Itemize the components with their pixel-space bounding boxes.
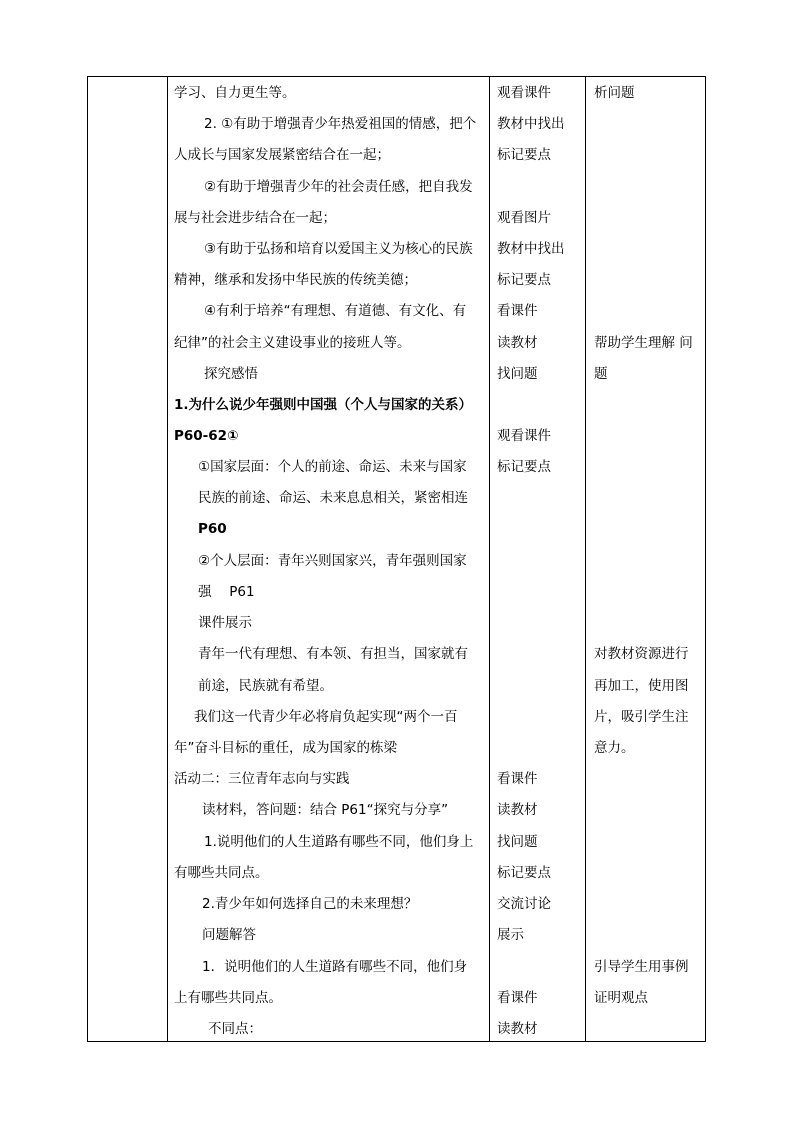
content-line: 1.说明他们的人生道路有哪些不同，他们身上 bbox=[204, 834, 474, 850]
content-line: 上有哪些共同点。 bbox=[174, 990, 282, 1006]
student-activity: 标记要点 bbox=[497, 865, 551, 881]
content-line: ③有助于弘扬和培育以爱国主义为核心的民族 bbox=[204, 241, 473, 257]
column-divider bbox=[489, 77, 490, 1041]
page-reference: P60-62① bbox=[174, 428, 239, 444]
student-activity: 读教材 bbox=[497, 1021, 538, 1037]
content-line: 2.青少年如何选择自己的未来理想？ bbox=[202, 896, 418, 912]
page-reference: P60 bbox=[198, 521, 227, 537]
student-activity: 标记要点 bbox=[497, 459, 551, 475]
content-line: 读材料，答问题：结合 P61“探究与分享” bbox=[202, 802, 449, 818]
student-activity: 交流讨论 bbox=[497, 896, 551, 912]
content-line: 我们这一代青少年必将肩负起实现“两个一百 bbox=[194, 709, 458, 725]
column-divider bbox=[167, 77, 168, 1041]
content-line: 前途，民族就有希望。 bbox=[198, 678, 333, 694]
lesson-table bbox=[87, 76, 706, 1042]
design-purpose: 帮助学生理解 问 bbox=[594, 335, 693, 351]
content-line: 1．说明他们的人生道路有哪些不同，他们身 bbox=[202, 959, 468, 975]
design-purpose: 意力。 bbox=[594, 740, 635, 756]
content-line: 人成长与国家发展紧密结合在一起； bbox=[174, 147, 390, 163]
student-activity: 观看图片 bbox=[497, 210, 551, 226]
section-heading: 探究感悟 bbox=[204, 366, 258, 382]
student-activity: 看课件 bbox=[497, 771, 538, 787]
content-line: 纪律”的社会主义建设事业的接班人等。 bbox=[174, 335, 411, 351]
student-activity: 看课件 bbox=[497, 990, 538, 1006]
student-activity: 标记要点 bbox=[497, 147, 551, 163]
content-line: 强 P61 bbox=[198, 584, 255, 600]
content-line: ②个人层面：青年兴则国家兴，青年强则国家 bbox=[198, 553, 467, 569]
content-line: 有哪些共同点。 bbox=[174, 865, 269, 881]
student-activity: 找问题 bbox=[497, 366, 538, 382]
student-activity: 标记要点 bbox=[497, 272, 551, 288]
student-activity: 找问题 bbox=[497, 834, 538, 850]
content-line: ①国家层面：个人的前途、命运、未来与国家 bbox=[198, 459, 467, 475]
section-heading: 问题解答 bbox=[202, 927, 256, 943]
content-line: 民族的前途、命运、未来息息相关，紧密相连 bbox=[198, 490, 468, 506]
design-purpose: 析问题 bbox=[594, 85, 635, 101]
student-activity: 读教材 bbox=[497, 802, 538, 818]
design-purpose: 引导学生用事例 bbox=[594, 959, 689, 975]
content-line: ②有助于增强青少年的社会责任感，把自我发 bbox=[204, 179, 473, 195]
student-activity: 展示 bbox=[497, 927, 524, 943]
student-activity: 观看课件 bbox=[497, 85, 551, 101]
content-line: 学习、自力更生等。 bbox=[174, 85, 296, 101]
content-line: 青年一代有理想、有本领、有担当，国家就有 bbox=[198, 646, 468, 662]
student-activity: 观看课件 bbox=[497, 428, 551, 444]
design-purpose: 题 bbox=[594, 366, 608, 382]
content-line: ④有利于培养“有理想、有道德、有文化、有 bbox=[204, 303, 467, 319]
content-line: 展与社会进步结合在一起； bbox=[174, 210, 336, 226]
student-activity: 教材中找出 bbox=[497, 116, 565, 132]
student-activity: 看课件 bbox=[497, 303, 538, 319]
student-activity: 教材中找出 bbox=[497, 241, 565, 257]
section-heading: 课件展示 bbox=[198, 615, 252, 631]
design-purpose: 证明观点 bbox=[594, 990, 648, 1006]
design-purpose: 对教材资源进行 bbox=[594, 646, 689, 662]
content-line: 年”奋斗目标的重任，成为国家的栋梁 bbox=[174, 740, 397, 756]
activity-heading: 活动二：三位青年志向与实践 bbox=[174, 771, 350, 787]
content-line: 2. ①有助于增强青少年热爱祖国的情感，把个 bbox=[204, 116, 477, 132]
content-line: 不同点： bbox=[208, 1021, 262, 1037]
content-line: 精神，继承和发扬中华民族的传统美德； bbox=[174, 272, 417, 288]
question-heading: 1.为什么说少年强则中国强（个人与国家的关系） bbox=[174, 397, 473, 413]
design-purpose: 片，吸引学生注 bbox=[594, 709, 689, 725]
student-activity: 读教材 bbox=[497, 335, 538, 351]
column-divider bbox=[585, 77, 586, 1041]
design-purpose: 再加工，使用图 bbox=[594, 678, 689, 694]
